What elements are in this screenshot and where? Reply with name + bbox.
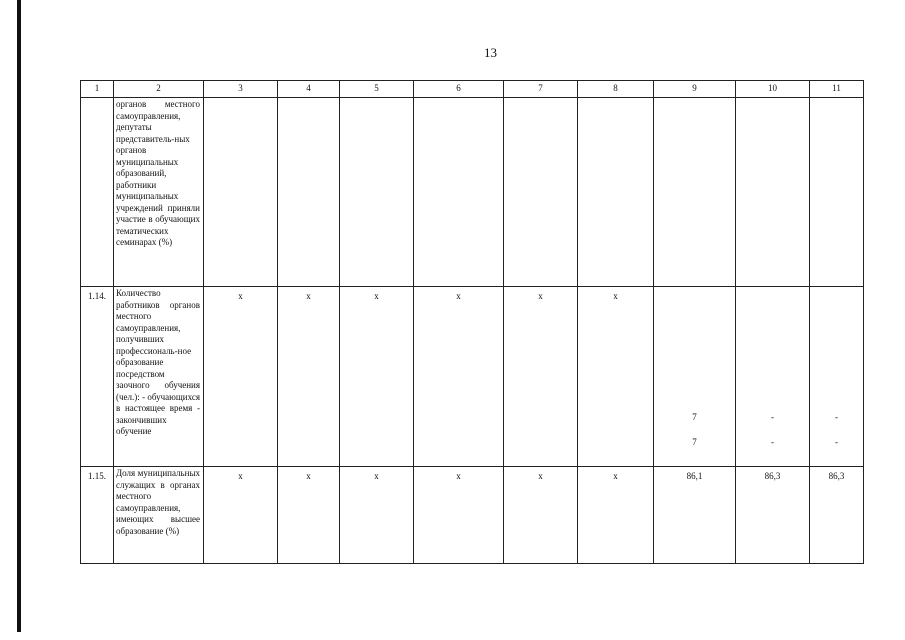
header-cell: 7 bbox=[504, 81, 578, 98]
table-cell bbox=[810, 98, 864, 287]
graduated-value: - bbox=[771, 437, 774, 447]
header-cell: 8 bbox=[578, 81, 654, 98]
studying-value: - bbox=[835, 412, 838, 422]
table-cell bbox=[736, 287, 810, 467]
header-row bbox=[81, 81, 864, 98]
table-row bbox=[81, 98, 864, 287]
studying-value: 7 bbox=[692, 412, 697, 422]
table-cell: х bbox=[414, 467, 504, 564]
header-cell: 11 bbox=[810, 81, 864, 98]
table-cell: х bbox=[340, 467, 414, 564]
scan-border bbox=[17, 0, 21, 632]
row-description: органов местного самоуправления, депутаты представитель-ных органов муниципальных образований, работники муниципальных учреждений приняли участие в обучающих тематических семинарах (%) bbox=[114, 98, 204, 287]
table-cell: х bbox=[278, 287, 340, 467]
header-cell: 4 bbox=[278, 81, 340, 98]
table-row bbox=[81, 467, 864, 564]
page-number: 13 bbox=[484, 45, 497, 60]
table-cell: х bbox=[204, 287, 278, 467]
table-cell bbox=[654, 98, 736, 287]
table-cell bbox=[340, 98, 414, 287]
row-number bbox=[81, 98, 114, 287]
table-cell: х bbox=[504, 467, 578, 564]
table-cell: 86,3 bbox=[810, 467, 864, 564]
header-cell: 9 bbox=[654, 81, 736, 98]
row-description: Количество работников органов местного самоуправления, получивших профессиональ-ное образование посредством заочного обучения (чел.): - обучающихся в настоящее время - закончивших обучение bbox=[114, 287, 204, 467]
table-cell bbox=[810, 287, 864, 467]
table-cell bbox=[414, 98, 504, 287]
header-cell: 10 bbox=[736, 81, 810, 98]
table-cell bbox=[654, 287, 736, 467]
table-cell: 86,1 bbox=[654, 467, 736, 564]
table-cell: х bbox=[504, 287, 578, 467]
table-cell bbox=[204, 98, 278, 287]
header-cell: 1 bbox=[81, 81, 114, 98]
table-cell bbox=[578, 98, 654, 287]
table-cell: х bbox=[340, 287, 414, 467]
table-cell: х bbox=[578, 287, 654, 467]
data-table bbox=[80, 80, 864, 564]
row-description: Доля муниципальных служащих в органах местного самоуправления, имеющих высшее образование (%) bbox=[114, 467, 204, 564]
table-cell bbox=[736, 98, 810, 287]
table-cell: 86,3 bbox=[736, 467, 810, 564]
graduated-value: - bbox=[835, 437, 838, 447]
header-cell: 3 bbox=[204, 81, 278, 98]
header-cell: 2 bbox=[114, 81, 204, 98]
table-cell: х bbox=[414, 287, 504, 467]
row-number: 1.15. bbox=[81, 467, 114, 564]
header-cell: 6 bbox=[414, 81, 504, 98]
table-cell bbox=[278, 98, 340, 287]
table-cell: х bbox=[578, 467, 654, 564]
table-row bbox=[81, 287, 864, 467]
row-number: 1.14. bbox=[81, 287, 114, 467]
table-cell: х bbox=[278, 467, 340, 564]
header-cell: 5 bbox=[340, 81, 414, 98]
table-cell: х bbox=[204, 467, 278, 564]
studying-value: - bbox=[771, 412, 774, 422]
graduated-value: 7 bbox=[692, 437, 697, 447]
table-cell bbox=[504, 98, 578, 287]
